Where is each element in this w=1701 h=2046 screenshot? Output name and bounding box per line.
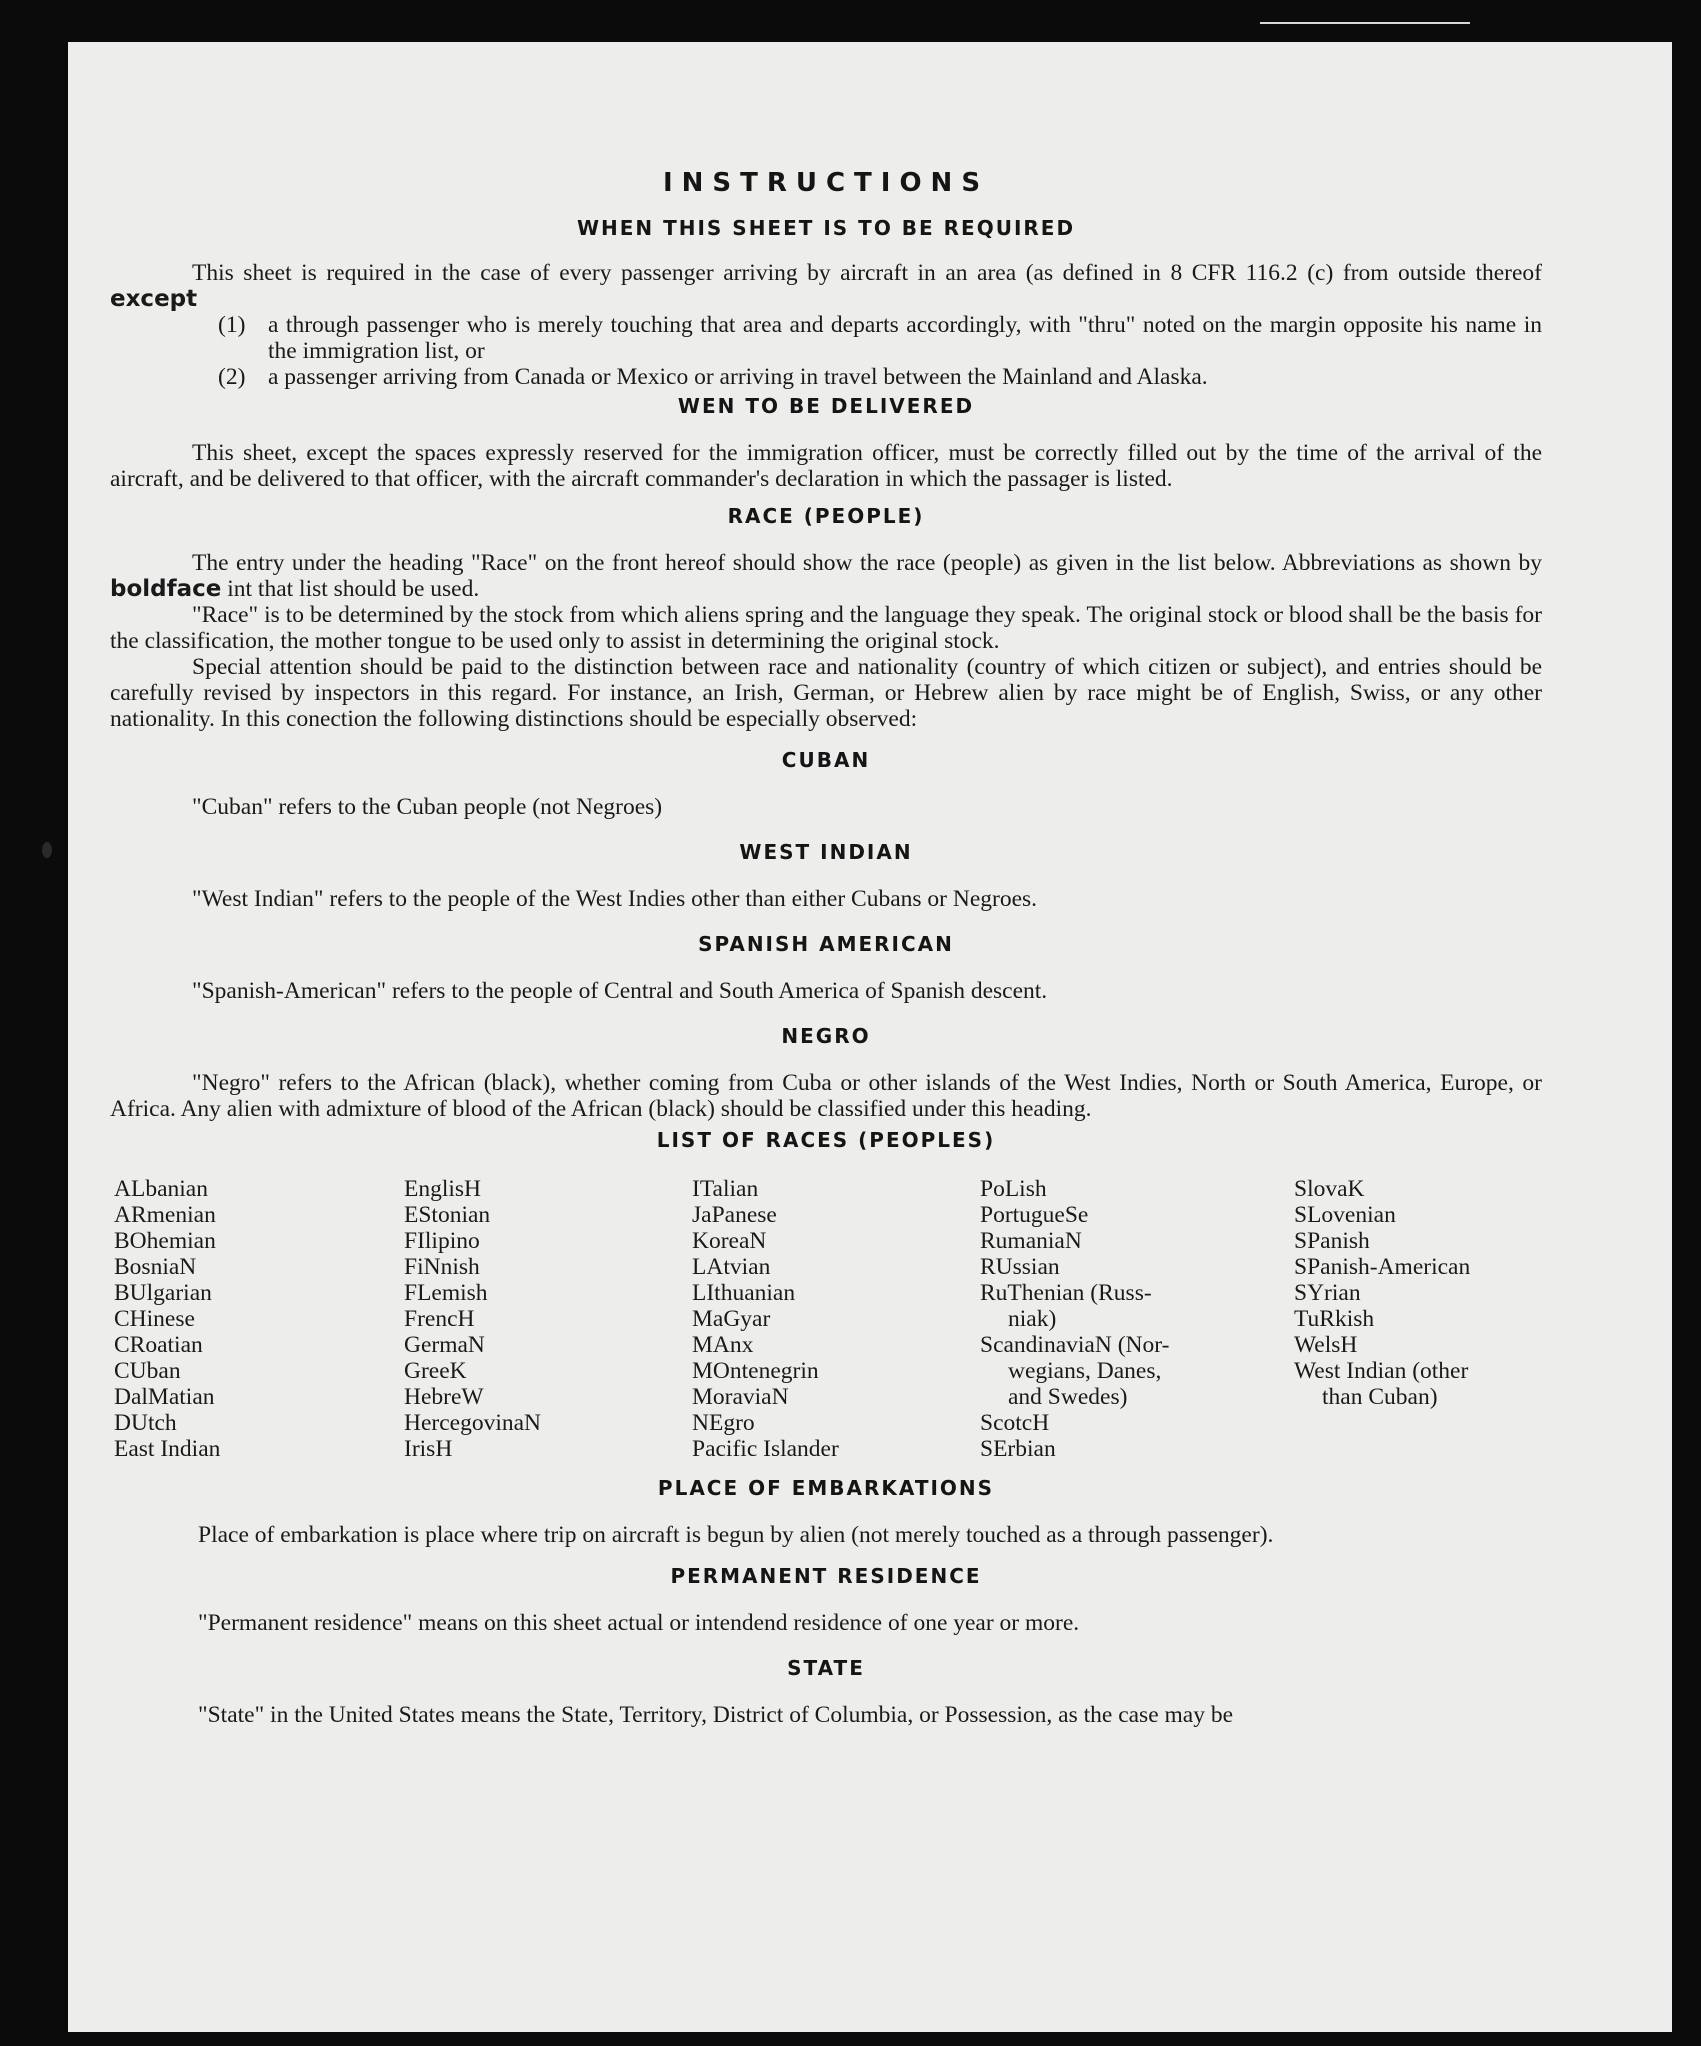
- race-item: HercegovinaN: [404, 1410, 542, 1436]
- race-item: IrisH: [404, 1436, 453, 1462]
- race-item: FrencH: [404, 1306, 475, 1332]
- race-item: JaPanese: [692, 1202, 777, 1228]
- race-item: SLovenian: [1294, 1202, 1396, 1228]
- embarkation-text: Place of embarkation is place where trip on aircraft is begun by alien (not merely touched as a through passenger).: [198, 1522, 1274, 1548]
- race-item: SErbian: [980, 1436, 1056, 1462]
- races-column-1: [114, 1176, 404, 1462]
- except-word: except: [110, 286, 198, 312]
- document-page: [68, 42, 1672, 2032]
- race-item: Pacific Islander: [692, 1436, 839, 1462]
- race-item: LIthuanian: [692, 1280, 796, 1306]
- film-speck: [42, 842, 52, 858]
- race-paragraph-1: [110, 550, 1542, 602]
- race-item: SPanish: [1294, 1228, 1370, 1254]
- race-item: ScotcH: [980, 1410, 1050, 1436]
- race-item: DUtch: [114, 1410, 177, 1436]
- west-indian-text: "West Indian" refers to the people of the West Indies other than either Cubans or Negroes.: [192, 886, 1038, 912]
- race-item: KoreaN: [692, 1228, 767, 1254]
- race-item: PoLish: [980, 1176, 1047, 1202]
- condition-1-text: a through passenger who is merely touching that area and departs accordingly, with "thru" noted on the margin opposite his name in the immigration list, or: [268, 312, 1542, 364]
- section-title-west-indian: WEST INDIAN: [739, 840, 913, 864]
- race-item: RUssian: [980, 1254, 1060, 1280]
- race-item: MOntenegrin: [692, 1358, 819, 1384]
- state-text: "State" in the United States means the State, Territory, District of Columbia, or Possession, as the case may be: [198, 1702, 1234, 1728]
- cuban-text: "Cuban" refers to the Cuban people (not Negroes): [192, 794, 663, 820]
- race-item: ALbanian: [114, 1176, 208, 1202]
- race-item: PortugueSe: [980, 1202, 1089, 1228]
- race-item-continued: than Cuban): [1322, 1384, 1438, 1410]
- condition-1: [218, 312, 1542, 364]
- race-item: CHinese: [114, 1306, 195, 1332]
- race-item: NEgro: [692, 1410, 755, 1436]
- race-item: East Indian: [114, 1436, 221, 1462]
- residence-text: "Permanent residence" means on this sheet actual or intendend residence of one year or more.: [198, 1610, 1080, 1636]
- condition-2-number: (2): [218, 364, 246, 390]
- race-item: FLemish: [404, 1280, 488, 1306]
- spanish-american-text: "Spanish-American" refers to the people of Central and South America of Spanish descent.: [192, 978, 1048, 1004]
- race-item: RumaniaN: [980, 1228, 1082, 1254]
- race-item: West Indian (other: [1294, 1358, 1469, 1384]
- condition-1-number: (1): [218, 312, 246, 338]
- race-item: MAnx: [692, 1332, 754, 1358]
- delivered-text: This sheet, except the spaces expressly reserved for the immigration officer, must be correctly filled out by the time of the arrival of the aircraft, and be delivered to that officer, with the aircraft commander's declaration in which the passager is listed.: [110, 440, 1542, 492]
- section-title-required: WHEN THIS SHEET IS TO BE REQUIRED: [576, 216, 1076, 240]
- race-paragraph-3: Special attention should be paid to the distinction between race and nationality (country of which citizen or subject), and entries should be carefully revised by inspectors in this regard. For instance, an Irish, German, or Hebrew alien by race might be of English, Swiss, or any other nationality. In this conection the following distinctions should be especially observed:: [110, 654, 1542, 732]
- race-item: MoraviaN: [692, 1384, 789, 1410]
- section-title-cuban: CUBAN: [781, 748, 871, 772]
- races-column-3: [692, 1176, 980, 1462]
- races-column-4: [980, 1176, 1294, 1462]
- race-item: ITalian: [692, 1176, 759, 1202]
- boldface-word: boldface: [110, 576, 222, 602]
- negro-text: "Negro" refers to the African (black), whether coming from Cuba or other islands of the West Indies, North or South America, Europe, or Africa. Any alien with admixture of blood of the African (black) should be classified under this heading.: [110, 1070, 1542, 1122]
- section-title-delivered: WEN TO BE DELIVERED: [677, 394, 975, 418]
- race-item: FIlipino: [404, 1228, 480, 1254]
- condition-2: [218, 364, 1542, 390]
- race-item: GermaN: [404, 1332, 485, 1358]
- race-item: CUban: [114, 1358, 181, 1384]
- page-title: INSTRUCTIONS: [662, 168, 990, 198]
- section-title-residence: PERMANENT RESIDENCE: [670, 1564, 982, 1588]
- race-item: EnglisH: [404, 1176, 482, 1202]
- condition-2-text: a passenger arriving from Canada or Mexico or arriving in travel between the Mainland and Alaska.: [268, 364, 1208, 390]
- race-item: BosniaN: [114, 1254, 197, 1280]
- section-title-races: LIST OF RACES (PEOPLES): [656, 1128, 996, 1152]
- race-item: SYrian: [1294, 1280, 1361, 1306]
- race-paragraph-2: "Race" is to be determined by the stock from which aliens spring and the language they speak. The original stock or blood shall be the basis for the classification, the mother tongue to be used only to assist in determining the original stock.: [110, 602, 1542, 654]
- race-item: MaGyar: [692, 1306, 771, 1332]
- race-item: BOhemian: [114, 1228, 216, 1254]
- required-intro: [110, 260, 1542, 312]
- race-item: HebreW: [404, 1384, 484, 1410]
- race-item: WelsH: [1294, 1332, 1358, 1358]
- race-item: CRoatian: [114, 1332, 203, 1358]
- section-title-race: RACE (PEOPLE): [727, 504, 925, 528]
- race-item-continued: niak): [1008, 1306, 1057, 1332]
- race-item-continued: wegians, Danes,: [1008, 1358, 1162, 1384]
- race-item: SPanish-American: [1294, 1254, 1471, 1280]
- race-item: TuRkish: [1294, 1306, 1375, 1332]
- race-p1-end: int that list should be used.: [227, 576, 480, 602]
- race-item: ARmenian: [114, 1202, 216, 1228]
- race-item: ScandinaviaN (Nor-: [980, 1332, 1170, 1358]
- film-edge-line: [1260, 22, 1470, 24]
- race-item: EStonian: [404, 1202, 491, 1228]
- required-intro-text: This sheet is required in the case of every passenger arriving by aircraft in an area (as defined in 8 CFR 116.2 (c) from outside thereof: [192, 260, 1542, 286]
- races-column-2: [404, 1176, 692, 1462]
- section-title-negro: NEGRO: [781, 1024, 871, 1048]
- races-list: [114, 1176, 1542, 1462]
- race-item-continued: and Swedes): [1008, 1384, 1128, 1410]
- section-title-state: STATE: [787, 1656, 865, 1680]
- race-p1-start: The entry under the heading "Race" on the front hereof should show the race (people) as given in the list below. Abbreviations as shown by: [192, 550, 1542, 576]
- race-item: DalMatian: [114, 1384, 215, 1410]
- race-item: SlovaK: [1294, 1176, 1365, 1202]
- races-column-5: [1294, 1176, 1534, 1462]
- race-item: RuThenian (Russ-: [980, 1280, 1152, 1306]
- race-item: FiNnish: [404, 1254, 480, 1280]
- section-title-spanish-american: SPANISH AMERICAN: [698, 932, 954, 956]
- section-title-embarkation: PLACE OF EMBARKATIONS: [657, 1476, 995, 1500]
- race-item: BUlgarian: [114, 1280, 212, 1306]
- race-item: GreeK: [404, 1358, 467, 1384]
- race-item: LAtvian: [692, 1254, 771, 1280]
